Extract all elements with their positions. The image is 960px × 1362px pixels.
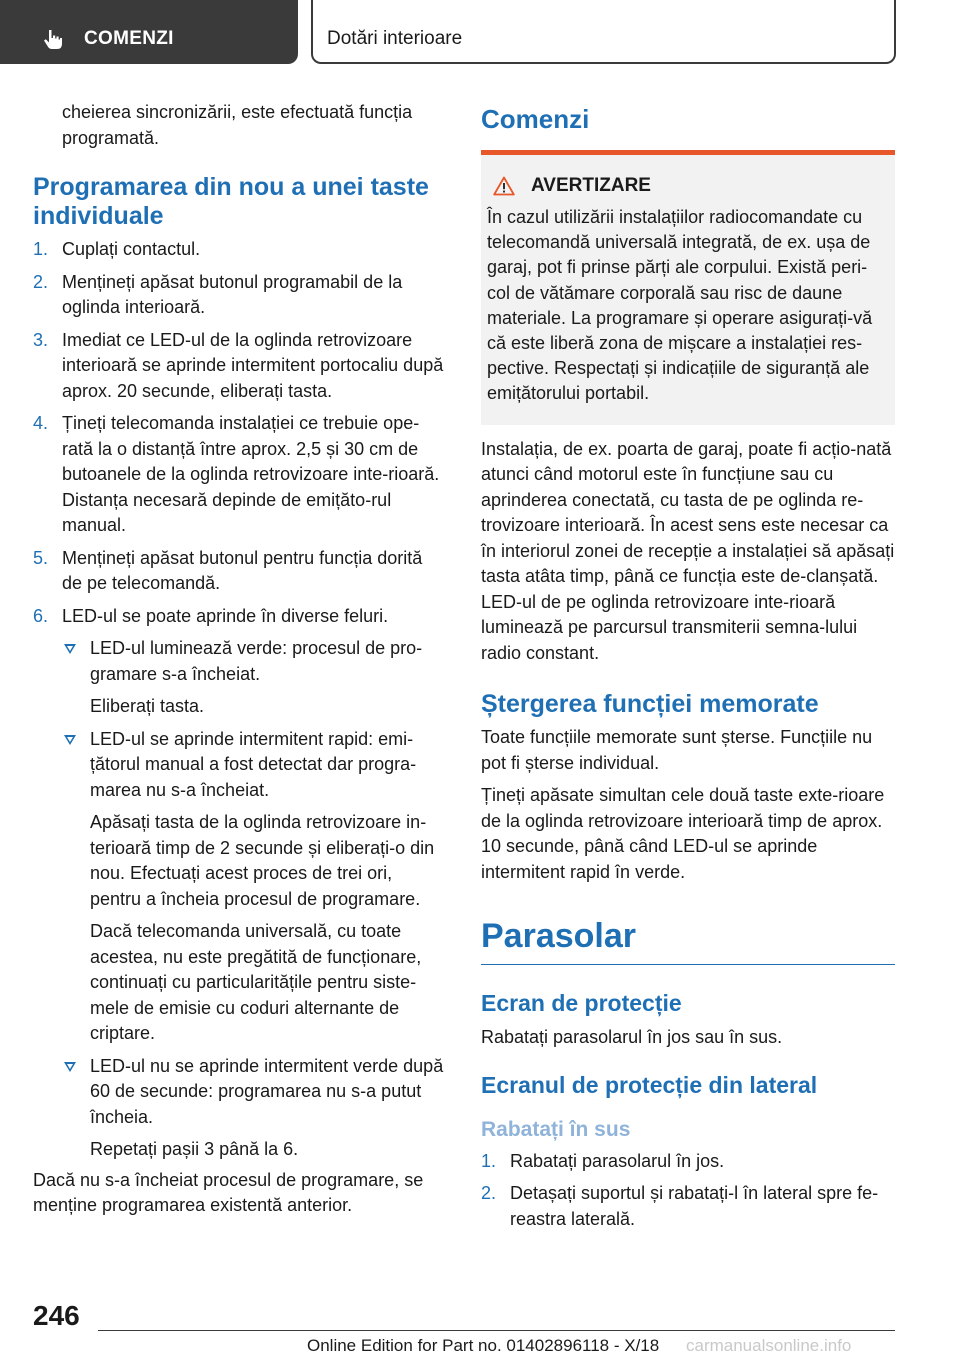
list-item: 1. Rabatați parasolarul în jos. [481,1150,725,1171]
right-column [481,100,895,1239]
closing-paragraph: Dacă nu s-a încheiat procesul de programare, se menține programarea existentă anterior. [33,1169,424,1215]
list-item: 2. Detașați suportul și rabatați-l în lateral spre fe‐reastra laterală. [481,1183,879,1229]
footer-divider [98,1330,895,1331]
heading-parasolar: Parasolar [481,917,636,956]
list-item: 2. Mențineți apăsat butonul programabil de la oglinda interioară. [33,271,403,317]
section-divider [481,964,895,965]
section-title-box [311,0,896,64]
reprogram-steps [33,237,445,629]
protection-paragraph: Rabatați parasolarul în jos sau în sus. [481,1027,783,1048]
triangle-bullet-icon [64,735,76,745]
list-item: 1. Cuplați contactul. [33,239,201,259]
warning-text: În cazul utilizării instalațiilor radiocomandate cu telecomandă universală integrată, de ex. ușa de garaj, pot fi prinse părți ale corpului. Există peri‐col de vătămare corporală sau risc de daune materiale. La programare și operare asigurați-vă că este liberă zona de mișcare a instalației res‐pective. Respectați și indicațiile de siguranță ale emițătorului portabil. [487,207,873,404]
list-item: 5. Mențineți apăsat butonul pentru funcția dorită de pe telecomandă. [33,547,423,593]
heading-protection-screen: Ecran de protecție [481,990,682,1017]
list-item: LED-ul nu se aprinde intermitent verde după 60 de secunde: programarea nu s-a putut încheia. Repetați pașii 3 până la 6. [62,1054,445,1163]
watermark: carmanualsonline.info [682,1336,851,1356]
delete-paragraph-2: Țineți apăsate simultan cele două taste exte‐rioare de la oglinda retrovizoare interioară timp de aprox. 10 secunde, până când LED-ul se aprinde intermitent rapid în verde. [481,785,885,882]
fold-steps [481,1149,895,1233]
list-item: LED-ul luminează verde: procesul de pro‐gramare s-a încheiat. Eliberați tasta. [62,636,445,720]
list-item: 4. Țineți telecomanda instalației ce trebuie ope‐rată la o distanță între aprox. 2,5 și 30 cm de butoanele de la oglinda retrovizoare inte‐rioară. Distanța necesară depinde de emițăto‐rul manual. [33,413,440,535]
operation-paragraph: Instalația, de ex. poarta de garaj, poate fi acțio‐nată atunci când motorul este în funcțiune sau cu aprinderea conectată, cu tasta de pe oglinda re‐trovizoare interioară. În acest sens este necesar ca în interiorul zonei de recepție a instalației să apăsați tasta atâta timp, până ce funcția este de‐clanșată. LED-ul de pe oglinda retrovizoare inte‐rioară luminează pe parcursul transmiterii semna‐lului radio constant. [481,438,895,663]
heading-side-protection: Ecranul de protecție din lateral [481,1071,818,1098]
warning-triangle-icon [493,176,515,196]
left-column [33,100,445,1219]
chapter-tab[interactable] [0,0,298,64]
triangle-bullet-icon [64,1062,76,1072]
edition-text: Online Edition for Part no. 01402896118 - X/18 [307,1336,660,1355]
delete-paragraph-1: Toate funcțiile memorate sunt șterse. Funcțiile nu pot fi șterse individual. [481,727,873,773]
section-title: Dotări interioare [327,28,463,49]
heading-fold-up: Rabatați în sus [481,1117,631,1141]
warning-title: AVERTIZARE [531,175,651,196]
page-number: 246 [33,1300,80,1331]
heading-reprogramming: Programarea din nou a unei taste individuale [33,173,429,230]
hand-pointer-icon [42,28,64,50]
heading-comenzi: Comenzi [481,104,590,134]
triangle-bullet-icon [64,644,76,654]
led-states-list [33,636,445,1163]
list-item: 3. Imediat ce LED-ul de la oglinda retrovizoare interioară se aprinde intermitent portocaliu după aprox. 20 secunde, eliberați tasta. [33,329,444,401]
warning-box [481,150,895,425]
heading-delete-functions: Ștergerea funcției memorate [481,690,819,719]
list-item: LED-ul se aprinde intermitent rapid: emi‐țătorul manual a fost detectat dar progra‐marea nu s-a încheiat. Apăsați tasta de la oglinda retrovizoare in‐terioară timp de 2 secunde și eliberați-o din nou. Efectuați acest proces de trei ori, pentru a încheia procesul de programare. Dacă telecomanda universală, cu toate acestea, nu este pregătită de funcționare, continuați cu particularitățile pentru siste‐mele de emisie cu coduri alternante de criptare. [62,727,445,1047]
chapter-tab-label: COMENZI [84,28,174,49]
list-item: 6. LED-ul se poate aprinde în diverse feluri. [33,605,389,626]
intro-paragraph: cheierea sincronizării, este efectuată funcția programată. [62,102,413,148]
